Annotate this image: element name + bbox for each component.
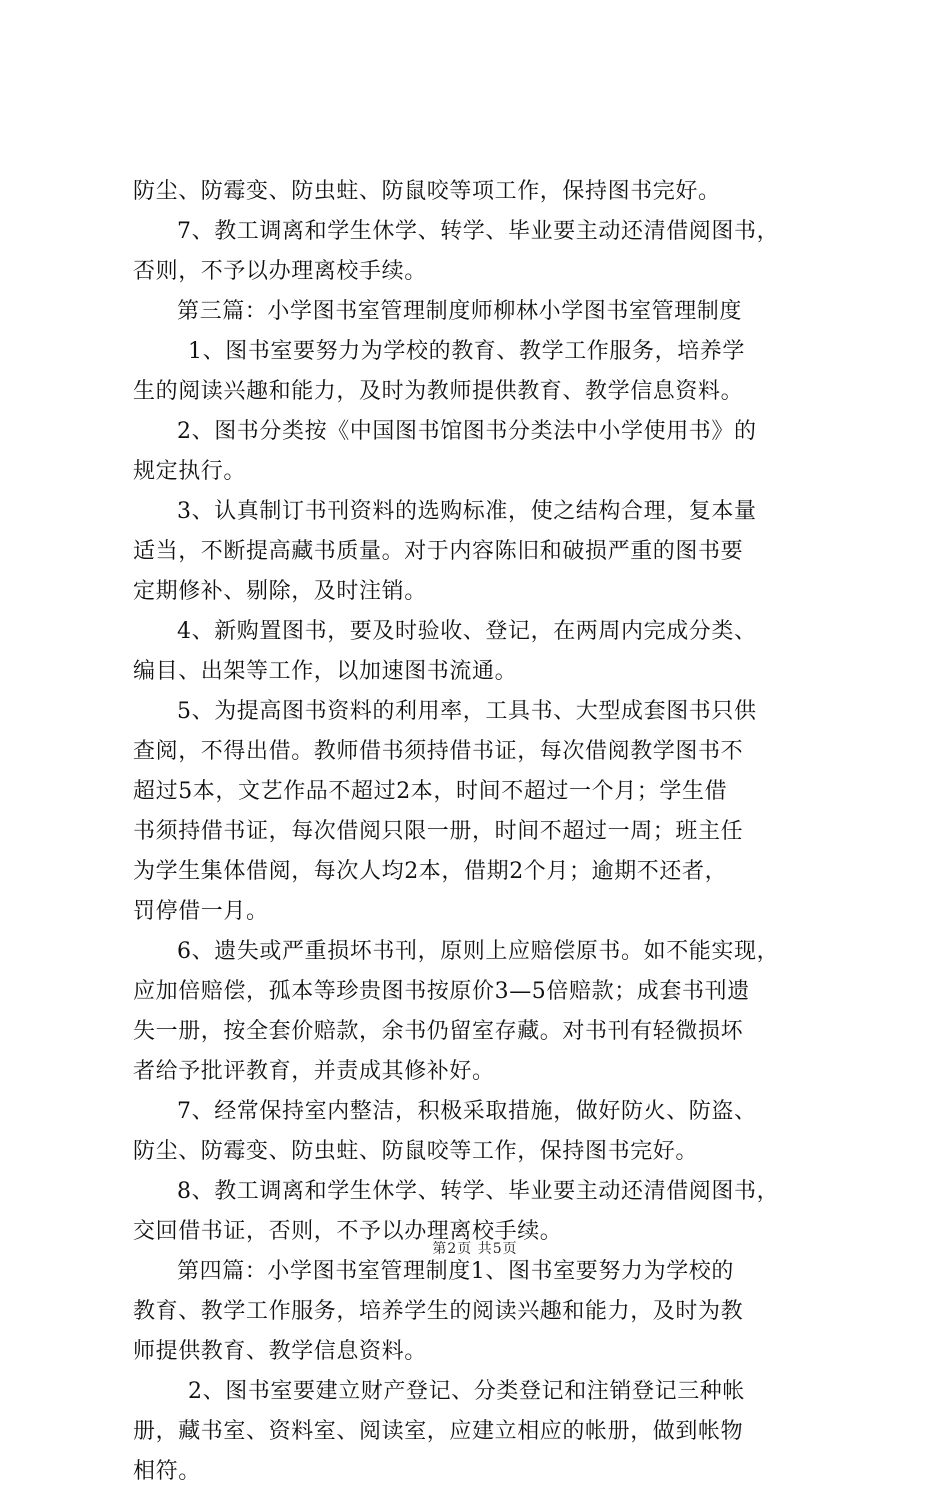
- text-line: 生的阅读兴趣和能力，及时为教师提供教育、教学信息资料。: [133, 379, 744, 404]
- document-body: [133, 172, 833, 1492]
- text-line: 3、认真制订书刊资料的选购标准，使之结构合理，复本量: [177, 499, 757, 524]
- text-line: 2、图书室要建立财产登记、分类登记和注销登记三种帐: [188, 1379, 745, 1404]
- text-line: 2、图书分类按《中国图书馆图书分类法中小学使用书》的: [177, 419, 757, 444]
- text-line: 5、为提高图书资料的利用率，工具书、大型成套图书只供: [177, 699, 757, 724]
- text-line: 编目、出架等工作，以加速图书流通。: [133, 659, 518, 684]
- text-line: 师提供教育、教学信息资料。: [133, 1339, 427, 1364]
- text-line: 者给予批评教育，并责成其修补好。: [133, 1059, 495, 1084]
- text-line: 1、图书室要努力为学校的教育、教学工作服务，培养学: [188, 339, 745, 364]
- text-line: 7、经常保持室内整洁，积极采取措施，做好防火、防盗、: [177, 1099, 757, 1124]
- text-line: 查阅，不得出借。教师借书须持借书证，每次借阅教学图书不: [133, 739, 744, 764]
- text-line: 否则，不予以办理离校手续。: [133, 259, 427, 284]
- text-line: 册，藏书室、资料室、阅读室，应建立相应的帐册，做到帐物: [133, 1419, 744, 1444]
- text-line: 防尘、防霉变、防虫蛀、防鼠咬等项工作，保持图书完好。: [133, 179, 721, 204]
- text-line: 适当，不断提高藏书质量。对于内容陈旧和破损严重的图书要: [133, 539, 744, 564]
- text-line: 规定执行。: [133, 459, 247, 484]
- text-line: 超过5本，文艺作品不超过2本，时间不超过一个月；学生借: [133, 779, 728, 804]
- text-line: 6、遗失或严重损坏书刊，原则上应赔偿原书。如不能实现，: [177, 939, 780, 964]
- text-line: 书须持借书证，每次借阅只限一册，时间不超过一周；班主任: [133, 819, 744, 844]
- text-line: 第三篇：小学图书室管理制度师柳林小学图书室管理制度: [177, 299, 743, 324]
- text-line: 8、教工调离和学生休学、转学、毕业要主动还清借阅图书，: [177, 1179, 780, 1204]
- text-line: 罚停借一月。: [133, 899, 269, 924]
- text-line: 失一册，按全套价赔款，余书仍留室存藏。对书刊有轻微损坏: [133, 1019, 744, 1044]
- text-line: 应加倍赔偿，孤本等珍贵图书按原价3—5倍赔款；成套书刊遗: [133, 979, 750, 1004]
- page-footer: 第2页 共5页: [432, 1241, 518, 1257]
- text-line: 相符。: [133, 1459, 201, 1484]
- text-line: 4、新购置图书，要及时验收、登记，在两周内完成分类、: [177, 619, 757, 644]
- text-line: 定期修补、剔除，及时注销。: [133, 579, 427, 604]
- text-line: 教育、教学工作服务，培养学生的阅读兴趣和能力，及时为教: [133, 1299, 744, 1324]
- text-line: 为学生集体借阅，每次人均2本，借期2个月；逾期不还者，: [133, 859, 728, 884]
- text-line: 防尘、防霉变、防虫蛀、防鼠咬等工作，保持图书完好。: [133, 1139, 699, 1164]
- text-line: 交回借书证，否则，不予以办理离校手续。: [133, 1219, 563, 1244]
- text-line: 7、教工调离和学生休学、转学、毕业要主动还清借阅图书，: [177, 219, 780, 244]
- text-line: 第四篇：小学图书室管理制度1、图书室要努力为学校的: [177, 1259, 734, 1284]
